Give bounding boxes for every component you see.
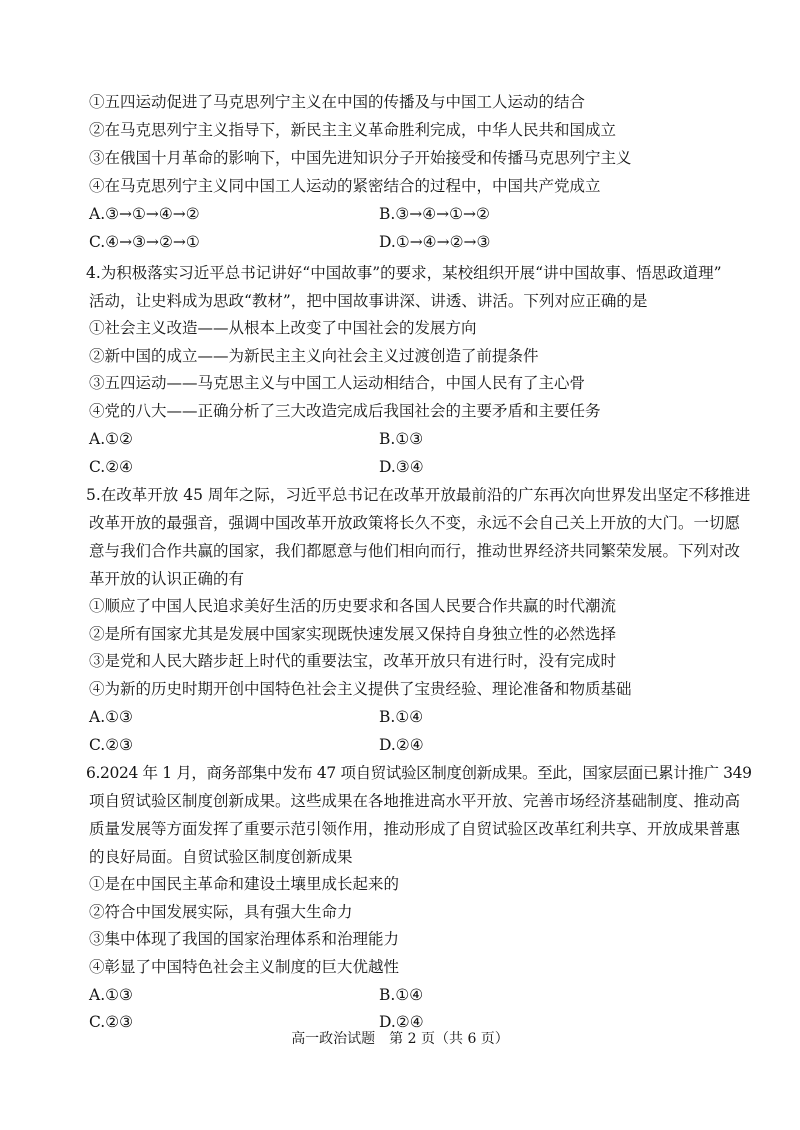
q5-stem-line-2: 改革开放的最强音，强调中国改革开放政策将长久不变，永远不会自己关上开放的大门。一切愿: [89, 514, 741, 532]
q6-stem-line-2: 项自贸试验区制度创新成果。这些成果在各地推进高水平开放、完善市场经济基础制度、推动高: [89, 792, 741, 810]
q4-stem-line-1: 4.为积极落实习近平总书记讲好“中国故事”的要求，某校组织开展“讲中国故事、悟思政道理”: [86, 264, 722, 282]
q6-stem-line-3: 质量发展等方面发挥了重要示范引领作用，推动形成了自贸试验区改革红利共享、开放成果普惠: [89, 820, 741, 838]
q6-stem-line-4: 的良好局面。自贸试验区制度创新成果: [89, 848, 353, 866]
q5-item-3: ③是党和人民大踏步赶上时代的重要法宝，改革开放只有进行时，没有完成时: [89, 652, 617, 670]
q4-option-a: A.①②: [89, 430, 133, 448]
q5-option-a: A.①③: [89, 708, 133, 726]
q6-option-b: B.①④: [379, 986, 424, 1004]
q3-option-a: A.③→①→④→②: [89, 205, 200, 223]
q4-item-1: ①社会主义改造——从根本上改变了中国社会的发展方向: [89, 319, 477, 337]
q4-option-c: C.②④: [89, 458, 134, 476]
q6-option-d: D.②④: [379, 1013, 424, 1031]
q3-option-c: C.④→③→②→①: [89, 233, 200, 251]
q3-item-2: ②在马克思列宁主义指导下，新民主主义革命胜利完成，中华人民共和国成立: [89, 121, 617, 139]
q6-item-4: ④彰显了中国特色社会主义制度的巨大优越性: [89, 958, 400, 976]
q5-option-c: C.②③: [89, 736, 134, 754]
q6-stem-line-1: 6.2024 年 1 月，商务部集中发布 47 项自贸试验区制度创新成果。至此，国家层面已累计推广 349: [86, 764, 752, 782]
q5-option-b: B.①④: [379, 708, 424, 726]
q4-item-2: ②新中国的成立——为新民主主义向社会主义过渡创造了前提条件: [89, 347, 539, 365]
q5-item-1: ①顺应了中国人民追求美好生活的历史要求和各国人民要合作共赢的时代潮流: [89, 597, 617, 615]
page-footer: 高一政治试题 第 2 页（共 6 页）: [291, 1031, 509, 1047]
q4-option-d: D.③④: [379, 458, 424, 476]
q4-item-3: ③五四运动——马克思主义与中国工人运动相结合，中国人民有了主心骨: [89, 374, 586, 392]
q5-option-d: D.②④: [379, 736, 424, 754]
q3-item-4: ④在马克思列宁主义同中国工人运动的紧密结合的过程中，中国共产党成立: [89, 177, 601, 195]
q6-option-c: C.②③: [89, 1013, 134, 1031]
q6-option-a: A.①③: [89, 986, 133, 1004]
q3-item-3: ③在俄国十月革命的影响下，中国先进知识分子开始接受和传播马克思列宁主义: [89, 149, 632, 167]
q4-item-4: ④党的八大——正确分析了三大改造完成后我国社会的主要矛盾和主要任务: [89, 402, 601, 420]
q3-option-d: D.①→④→②→③: [379, 233, 491, 251]
q5-stem-line-3: 意与我们合作共赢的国家，我们都愿意与他们相向而行，推动世界经济共同繁荣发展。下列对改: [89, 542, 741, 560]
q5-stem-line-4: 革开放的认识正确的有: [89, 570, 245, 588]
q6-item-3: ③集中体现了我国的国家治理体系和治理能力: [89, 930, 400, 948]
q3-option-b: B.③→④→①→②: [379, 205, 490, 223]
q6-item-1: ①是在中国民主革命和建设土壤里成长起来的: [89, 875, 400, 893]
q4-stem-line-2: 活动，让史料成为思政“教材”，把中国故事讲深、讲透、讲活。下列对应正确的是: [89, 292, 648, 310]
q4-option-b: B.①③: [379, 430, 424, 448]
q6-item-2: ②符合中国发展实际，具有强大生命力: [89, 903, 353, 921]
q5-item-4: ④为新的历史时期开创中国特色社会主义提供了宝贵经验、理论准备和物质基础: [89, 680, 632, 698]
q5-item-2: ②是所有国家尤其是发展中国家实现既快速发展又保持自身独立性的必然选择: [89, 625, 617, 643]
q5-stem-line-1: 5.在改革开放 45 周年之际，习近平总书记在改革开放最前沿的广东再次向世界发出坚定不移推进: [86, 486, 751, 504]
q3-item-1: ①五四运动促进了马克思列宁主义在中国的传播及与中国工人运动的结合: [89, 93, 586, 111]
